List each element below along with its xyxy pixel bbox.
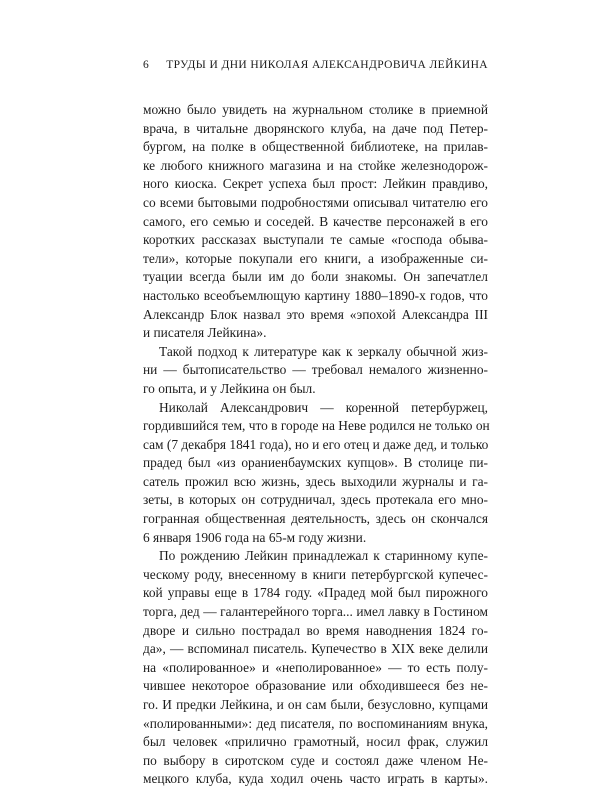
text-line: по выбору в сиротском суде и состоял даже членом Не- bbox=[143, 752, 488, 768]
paragraph bbox=[143, 101, 488, 343]
running-title: ТРУДЫ И ДНИ НИКОЛАЯ АЛЕКСАНДРОВИЧА ЛЕЙКИНА bbox=[166, 59, 488, 71]
body-text bbox=[143, 101, 488, 789]
text-line: ческому роду, внесенному в книги петербургской купечес- bbox=[143, 566, 488, 582]
paragraph bbox=[143, 343, 488, 399]
text-line: «полированными»: дед писателя, по воспоминаниям внука, bbox=[143, 715, 488, 731]
paragraph bbox=[143, 547, 488, 789]
text-line: туации всегда были им до боли знакомы. Он запечатлел bbox=[143, 269, 488, 285]
text-line: был человек «прилично грамотный, носил фрак, служил bbox=[143, 734, 488, 750]
paragraph bbox=[143, 399, 488, 548]
text-line: со всеми бытовыми подробностями описывал читателю его bbox=[143, 194, 488, 210]
page-number: 6 bbox=[143, 59, 150, 71]
text-line: сам (7 декабря 1841 года), но и его отец и даже дед, и только bbox=[143, 436, 489, 452]
text-line: ни — бытописательство — требовал немалого жизненно- bbox=[143, 362, 488, 378]
running-head bbox=[143, 59, 488, 79]
text-line: 6 января 1906 года на 65-м году жизни. bbox=[143, 529, 367, 545]
text-line: самого, его семью и соседей. В качестве персонажей в его bbox=[143, 213, 488, 229]
text-line: Такой подход к литературе как к зеркалу обычной жиз- bbox=[159, 343, 488, 359]
text-line: Александр Блок назвал это время «эпохой Александра III bbox=[143, 306, 488, 322]
text-line: дворе и сильно пострадал во время наводнения 1824 го- bbox=[143, 622, 488, 638]
text-line: Николай Александрович — коренной петербуржец, bbox=[159, 399, 488, 415]
text-line: кой управы еще в 1784 году. «Прадед мой был пирожного bbox=[143, 585, 488, 601]
text-line: настолько всеобъемлющую картину 1880–1890-х годов, что bbox=[143, 287, 488, 303]
text-line: тели», которые покупали его книги, а изображенные си- bbox=[143, 250, 488, 266]
text-line: По рождению Лейкин принадлежал к старинному купе- bbox=[159, 548, 488, 564]
text-line: да», — вспоминал писатель. Купечество в XIX веке делили bbox=[143, 641, 488, 657]
text-line: бургом, на полке в общественной библиотеке, на прилав- bbox=[143, 139, 488, 155]
text-line: чившее некоторое образование или обходившееся без не- bbox=[143, 678, 488, 694]
book-page bbox=[143, 59, 488, 789]
text-line: можно было увидеть на журнальном столике в приемной bbox=[143, 102, 488, 117]
text-line: сатель прожил всю жизнь, здесь выходили журналы и га- bbox=[143, 473, 488, 489]
text-line: гордившийся тем, что в городе на Неве родился не только он bbox=[143, 418, 490, 434]
text-line: гогранная общественная деятельность, здесь он скончался bbox=[143, 511, 488, 527]
text-line: на «полированное» и «неполированное» — то есть полу- bbox=[143, 659, 488, 675]
text-line: зеты, в которых он сотрудничал, здесь протекала его мно- bbox=[143, 492, 488, 508]
text-line: ке любого книжного магазина и на стойке железнодорож- bbox=[143, 157, 488, 173]
text-line: коротких рассказах выступали те самые «господа обыва- bbox=[143, 232, 488, 248]
text-line: ного киоска. Секрет успеха был прост: Лейкин правдиво, bbox=[143, 176, 488, 192]
text-line: мецкого клуба, куда ходил очень часто играть в карты». bbox=[143, 771, 488, 787]
text-line: прадед был «из ораниенбаумских купцов». В столице пи- bbox=[143, 455, 488, 471]
text-line: го опыта, и у Лейкина он был. bbox=[143, 380, 316, 396]
text-line: врача, в читальне дворянского клуба, на даче под Петер- bbox=[143, 120, 488, 136]
text-line: го. И предки Лейкина, и он сам были, безусловно, купцами bbox=[143, 697, 488, 712]
text-line: торга, дед — галантерейного торга... имел лавку в Гостином bbox=[143, 604, 488, 620]
text-line: и писателя Лейкина». bbox=[143, 325, 267, 341]
